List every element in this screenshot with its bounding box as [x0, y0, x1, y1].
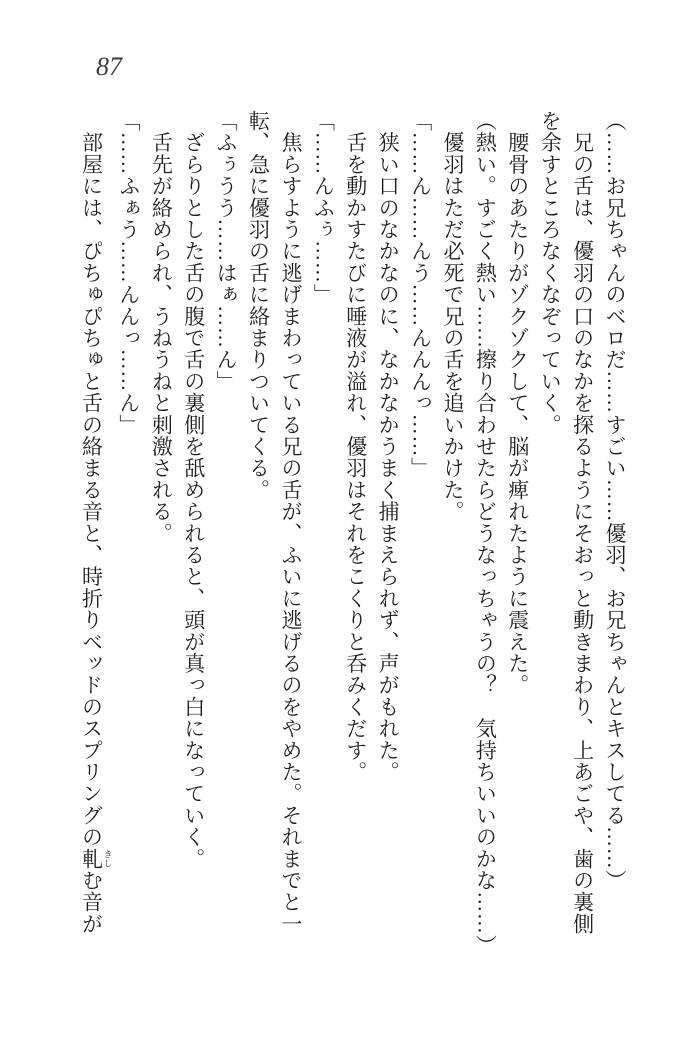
text-line: 優羽はただ必死で兄の舌を追いかけた。 — [440, 110, 465, 523]
text-line: ざらりとした舌の腹で舌の裏側を舐められると、頭が真っ白になっていく。 — [181, 110, 206, 870]
text-line: 舌先が絡められ、うねうねと刺激される。 — [149, 110, 174, 544]
ruby-after-text: む音が — [79, 869, 104, 935]
text-line: 「……んふぅ……」 — [311, 110, 336, 306]
text-line: 「ふぅうう……はぁ……ん」 — [214, 110, 239, 393]
text-block — [75, 110, 631, 957]
text-line: （熱い。すごく熱い……擦り合わせたらどうなっちゃうの？ 気持ちいいのかな……） — [473, 110, 498, 957]
text-line: 「……ん……んう……んんんっ……」 — [408, 110, 433, 479]
page-number: 87 — [96, 52, 122, 81]
text-line: 舌を動かすたびに唾液が溢れ、優羽はそれをこくりと呑みくだす。 — [343, 110, 368, 783]
text-line: 焦らすように逃げまわっている兄の舌が、ふいに逃げるのをやめた。それまでと一 — [278, 110, 303, 935]
ruby-annotation — [79, 847, 113, 870]
text-line-with-ruby — [75, 110, 112, 952]
text-line: 転、急に優羽の舌に絡まりついてくる。 — [246, 110, 271, 501]
text-line: 狭い口のなかなのに、なかなかうまく捕まえられず、声がもれた。 — [376, 110, 401, 783]
text-line: （……お兄ちゃんのベロだ……すごい……優羽、お兄ちゃんとキスしてる……） — [603, 110, 627, 892]
ruby-base: 軋 — [79, 847, 104, 870]
text-line: 腰骨のあたりがゾクゾクして、脳が痺れたように震えた。 — [505, 110, 530, 696]
text-line: 「……ふぁう……んんっ……ん」 — [116, 110, 141, 436]
text-line: を余すところなくなぞっていく。 — [538, 110, 563, 436]
text-line: 兄の舌は、優羽の口のなかを探るようにそおっと動きまわり、上あごや、歯の裏側 — [570, 110, 595, 935]
ruby-reading: きし — [102, 847, 113, 870]
ruby-before-text: 部屋には、ぴちゅぴちゅと舌の絡まる音と、時折りベッドのスプリングの — [79, 110, 104, 848]
